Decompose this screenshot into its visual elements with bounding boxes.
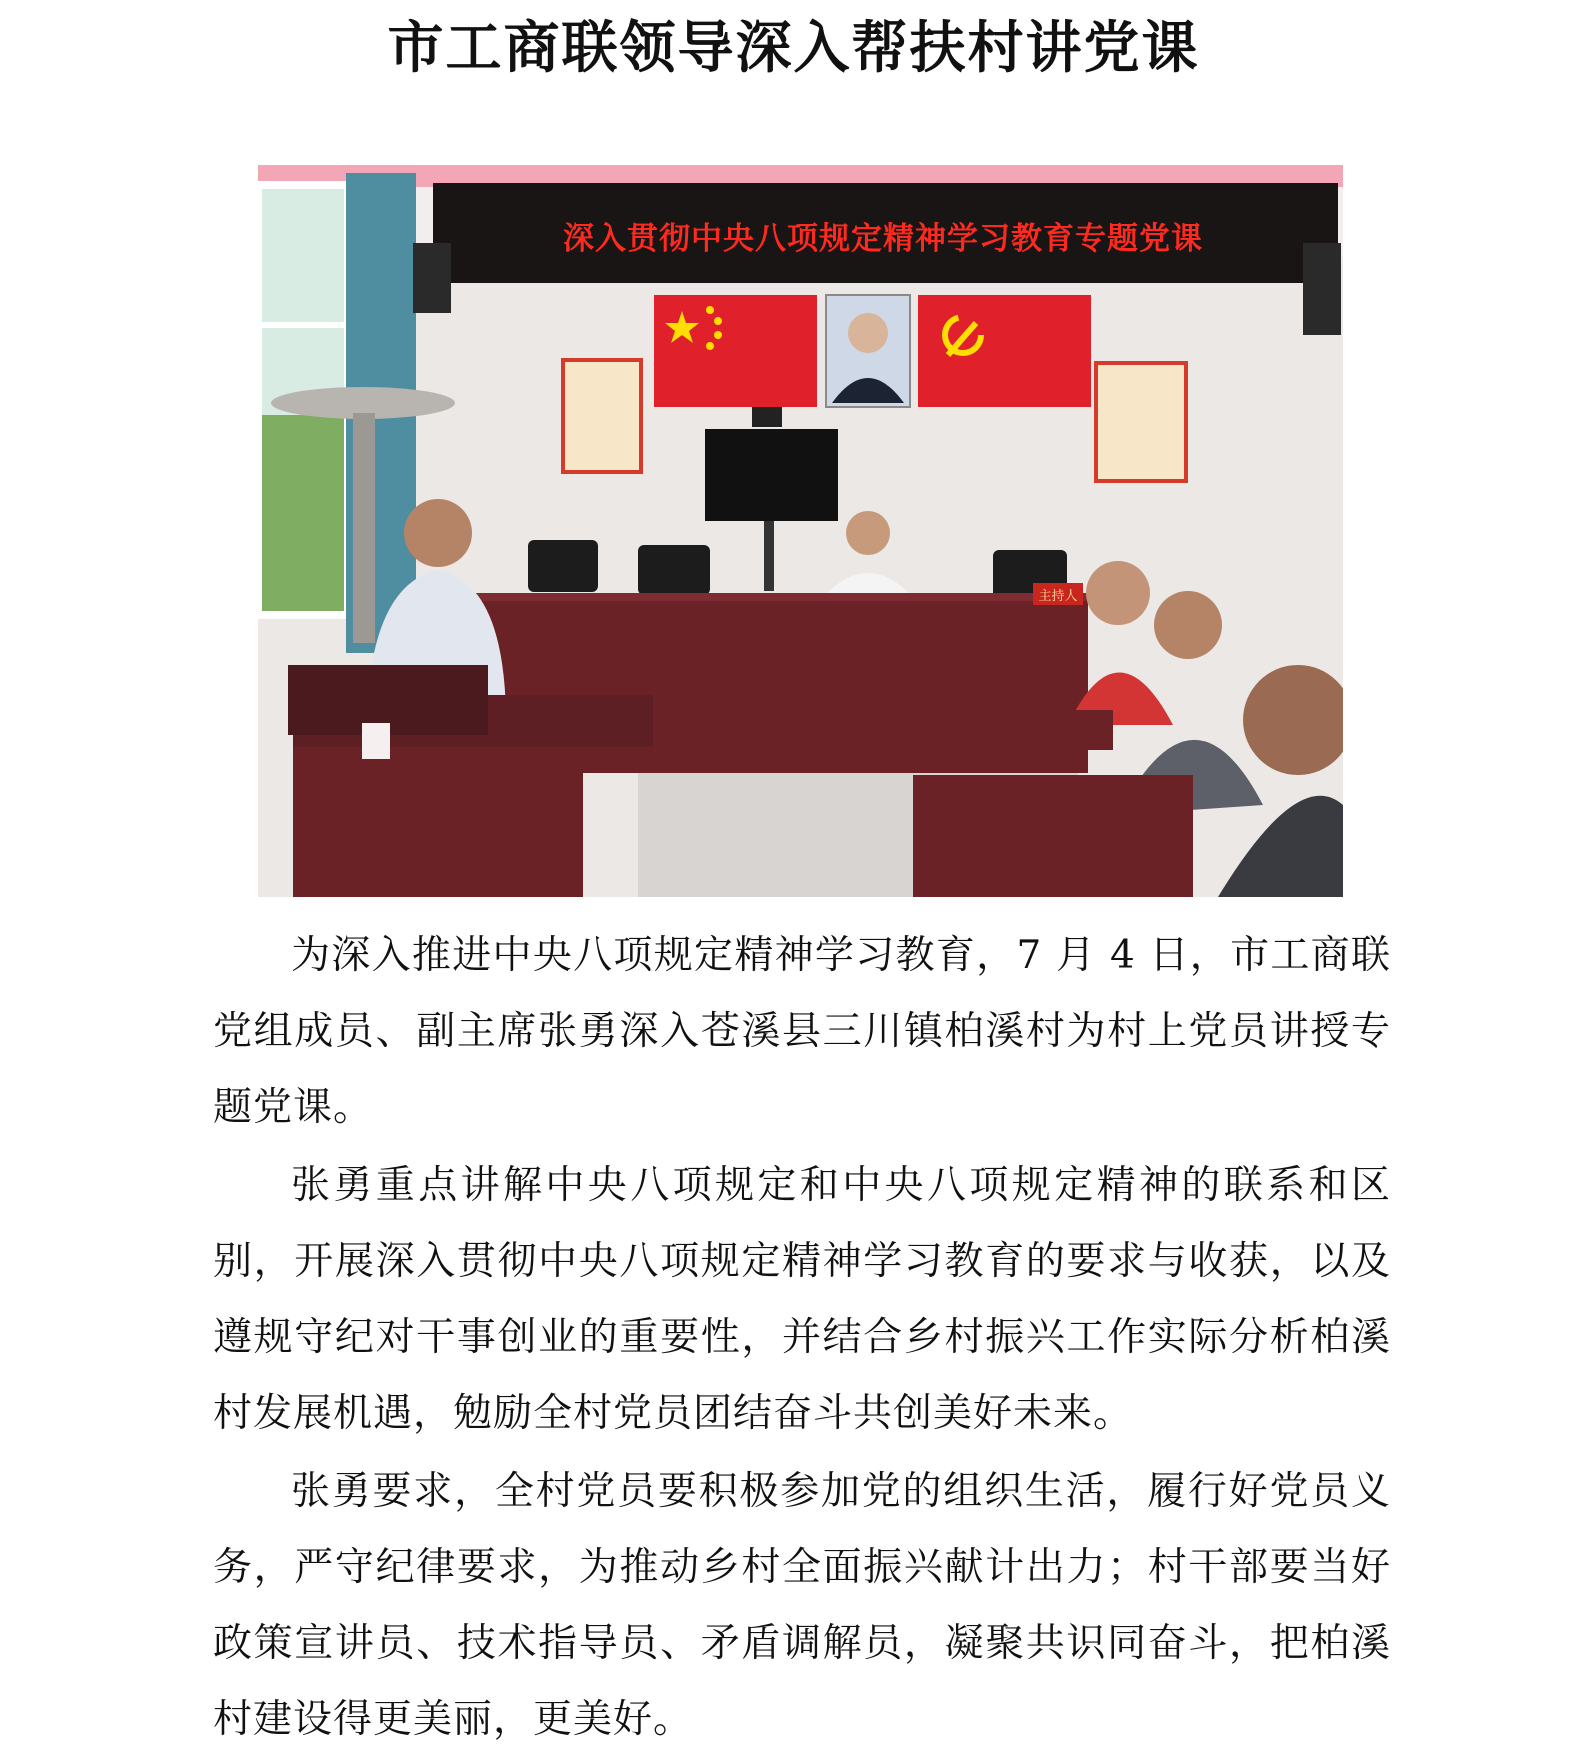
- meeting-photo: [258, 165, 1343, 897]
- national-flag: [654, 295, 817, 407]
- led-banner: [433, 183, 1338, 283]
- desk: [923, 710, 1113, 750]
- chair: [528, 540, 598, 592]
- desk: [293, 747, 583, 897]
- desk: [913, 775, 1193, 897]
- page-title: 市工商联领导深入帮扶村讲党课: [387, 15, 1200, 81]
- banner-text: 深入贯彻中央八项规定精神学习教育专题党课: [563, 221, 1203, 257]
- article-paragraph: 张勇重点讲解中央八项规定和中央八项规定精神的联系和区别，开展深入贯彻中央八项规定精神学习教育的要求与收获，以及遵规守纪对干事创业的重要性，并结合乡村振兴工作实际分析柏溪村发展机遇，勉励全村党员团结奋斗共创美好未来。: [213, 1163, 1391, 1436]
- poster-left: [563, 360, 641, 472]
- article-paragraph: 张勇要求，全村党员要积极参加党的组织生活，履行好党员义务，严守纪律要求，为推动乡村全面振兴献计出力；村干部要当好政策宣讲员、技术指导员、矛盾调解员，凝聚共识同奋斗，把柏溪村建设得更美丽，更美好。: [213, 1469, 1391, 1742]
- party-flag: [918, 295, 1091, 407]
- cup: [362, 723, 390, 759]
- nameplate-text: 主持人: [1038, 589, 1078, 604]
- article-paragraph: 为深入推进中央八项规定精神学习教育，7 月 4 日，市工商联党组成员、副主席张勇深入苍溪县三川镇柏溪村为村上党员讲授专题党课。: [213, 933, 1391, 1130]
- chair: [638, 545, 710, 595]
- speaker-left: [413, 243, 451, 313]
- portrait: [826, 295, 910, 407]
- speaker-right: [1303, 243, 1341, 335]
- article-body: [213, 918, 1391, 1760]
- poster-right: [1096, 363, 1186, 481]
